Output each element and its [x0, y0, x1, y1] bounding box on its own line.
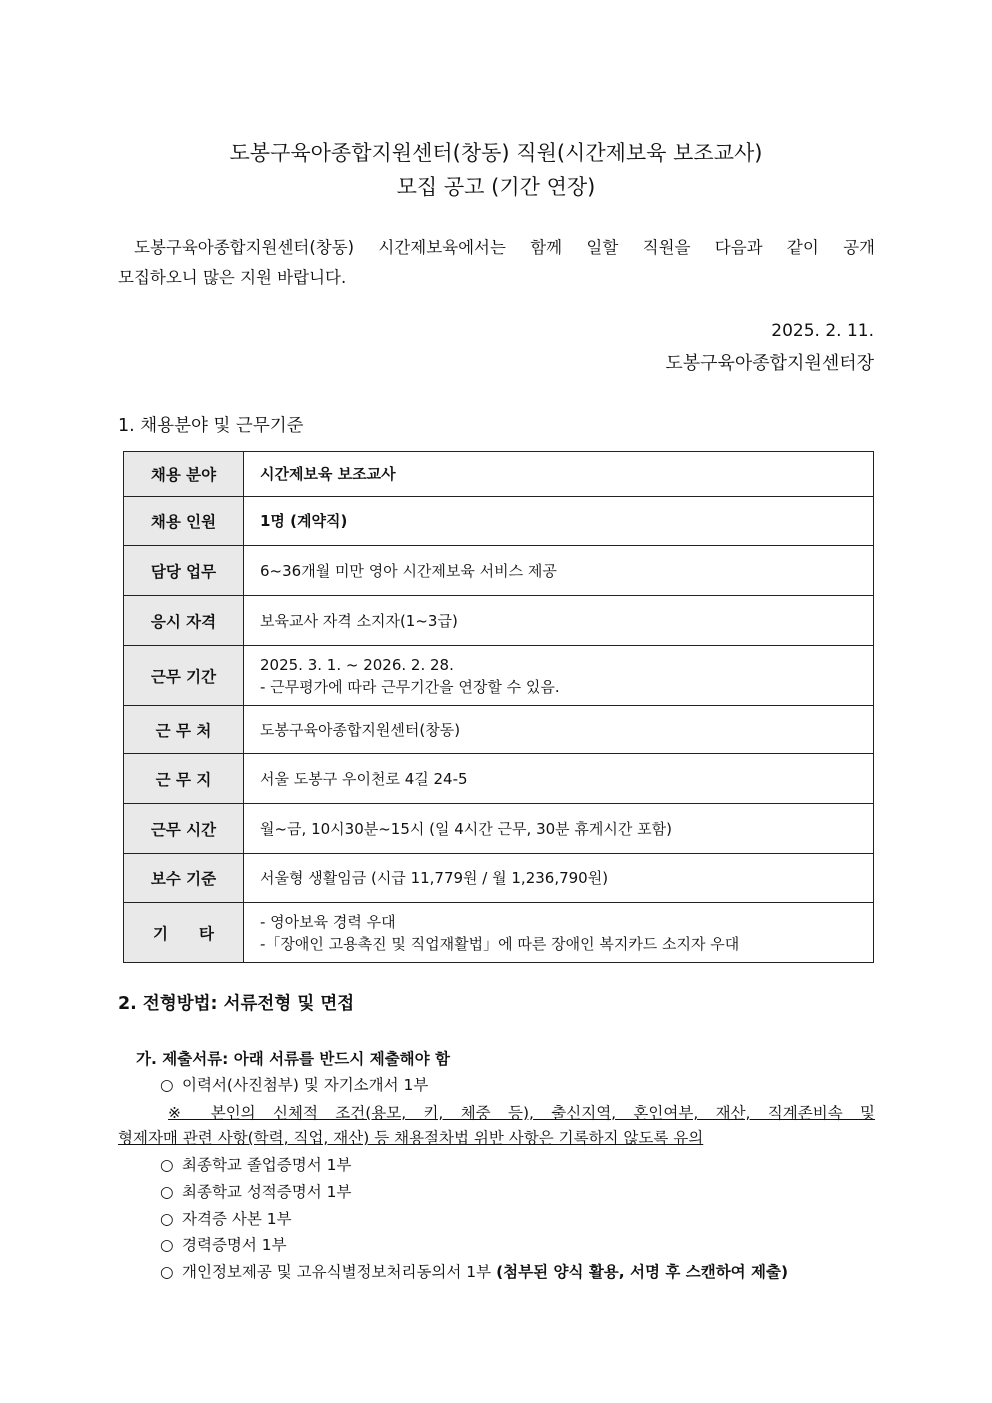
table-row [124, 854, 874, 903]
list-item [160, 1207, 292, 1231]
table-row [124, 452, 874, 497]
row-label: 근무 시간 [124, 804, 244, 854]
list-item [160, 1233, 287, 1257]
table-row [124, 706, 874, 754]
table-row [124, 546, 874, 596]
list-item-note: (첨부된 양식 활용, 서명 후 스캔하여 제출) [496, 1263, 789, 1281]
section2-heading: 2. 전형방법: 서류전형 및 면접 [118, 994, 355, 1014]
row-value [244, 646, 874, 706]
intro-line1: 도봉구육아종합지원센터(창동) 시간제보육에서는 함께 일할 직원을 다음과 같이 공개 [134, 238, 875, 257]
row-label: 근 무 처 [124, 706, 244, 754]
circle-bullet-icon: ○ [160, 1236, 174, 1254]
list-item-text: 경력증명서 1부 [182, 1236, 287, 1254]
circle-bullet-icon: ○ [160, 1183, 174, 1201]
announcement-date: 2025. 2. 11. [771, 321, 874, 341]
table-row [124, 754, 874, 804]
list-item [160, 1073, 428, 1097]
row-value-line1: 2025. 3. 1. ~ 2026. 2. 28. [260, 655, 454, 674]
list-item-text: 개인정보제공 및 고유식별정보처리동의서 1부 [182, 1263, 492, 1281]
row-value: 보육교사 자격 소지자(1~3급) [244, 596, 874, 646]
issuer-name: 도봉구육아종합지원센터장 [665, 353, 874, 374]
warning-note [118, 1101, 875, 1151]
table-row [124, 596, 874, 646]
row-label: 담당 업무 [124, 546, 244, 596]
warning-note-line1: ※ 본인의 신체적 조건(용모, 키, 체중 등), 출신지역, 혼인여부, 재산, 직계존비속 및 [168, 1104, 875, 1122]
table-row [124, 804, 874, 854]
list-item-text: 최종학교 졸업증명서 1부 [182, 1156, 352, 1174]
table-row [124, 903, 874, 963]
row-value: 월~금, 10시30분~15시 (일 4시간 근무, 30분 휴게시간 포함) [244, 804, 874, 854]
row-value-line2: - 근무평가에 따라 근무기간을 연장할 수 있음. [260, 677, 560, 696]
list-item [160, 1153, 351, 1177]
required-documents-heading: 가. 제출서류: 아래 서류를 반드시 제출해야 함 [136, 1050, 450, 1068]
table-row [124, 646, 874, 706]
row-value: 서울 도봉구 우이천로 4길 24-5 [244, 754, 874, 804]
document-title-line2: 모집 공고 (기간 연장) [396, 175, 596, 199]
circle-bullet-icon: ○ [160, 1156, 174, 1174]
document-title-line1: 도봉구육아종합지원센터(창동) 직원(시간제보육 보조교사) [229, 141, 763, 165]
row-label: 근무 기간 [124, 646, 244, 706]
circle-bullet-icon: ○ [160, 1210, 174, 1228]
recruitment-info-table [123, 451, 874, 963]
warning-note-line2: 형제자매 관련 사항(학력, 직업, 재산) 등 채용절차법 위반 사항은 기록하지 않도록 유의 [118, 1129, 704, 1147]
row-value: 6~36개월 미만 영아 시간제보육 서비스 제공 [244, 546, 874, 596]
table-row [124, 497, 874, 546]
row-value: 서울형 생활임금 (시급 11,779원 / 월 1,236,790원) [244, 854, 874, 903]
list-item-text: 자격증 사본 1부 [182, 1210, 292, 1228]
list-item [160, 1260, 788, 1284]
circle-bullet-icon: ○ [160, 1263, 174, 1281]
row-value-line2: -「장애인 고용촉진 및 직업재활법」에 따른 장애인 복지카드 소지자 우대 [260, 934, 740, 953]
row-value: 도봉구육아종합지원센터(창동) [244, 706, 874, 754]
list-item-text: 최종학교 성적증명서 1부 [182, 1183, 352, 1201]
circle-bullet-icon: ○ [160, 1076, 174, 1094]
row-value-line1: - 영아보육 경력 우대 [260, 912, 396, 931]
row-label: 기 타 [124, 903, 244, 963]
row-value: 1명 (계약직) [244, 497, 874, 546]
intro-paragraph [118, 233, 875, 293]
row-value: 시간제보육 보조교사 [244, 452, 874, 497]
row-label: 보수 기준 [124, 854, 244, 903]
row-label: 근 무 지 [124, 754, 244, 804]
row-label: 채용 인원 [124, 497, 244, 546]
list-item-text: 이력서(사진첨부) 및 자기소개서 1부 [182, 1076, 429, 1094]
intro-line2: 모집하오니 많은 지원 바랍니다. [118, 268, 347, 287]
list-item [160, 1180, 351, 1204]
row-label: 채용 분야 [124, 452, 244, 497]
row-label: 응시 자격 [124, 596, 244, 646]
row-value [244, 903, 874, 963]
section1-heading: 1. 채용분야 및 근무기준 [118, 416, 304, 436]
